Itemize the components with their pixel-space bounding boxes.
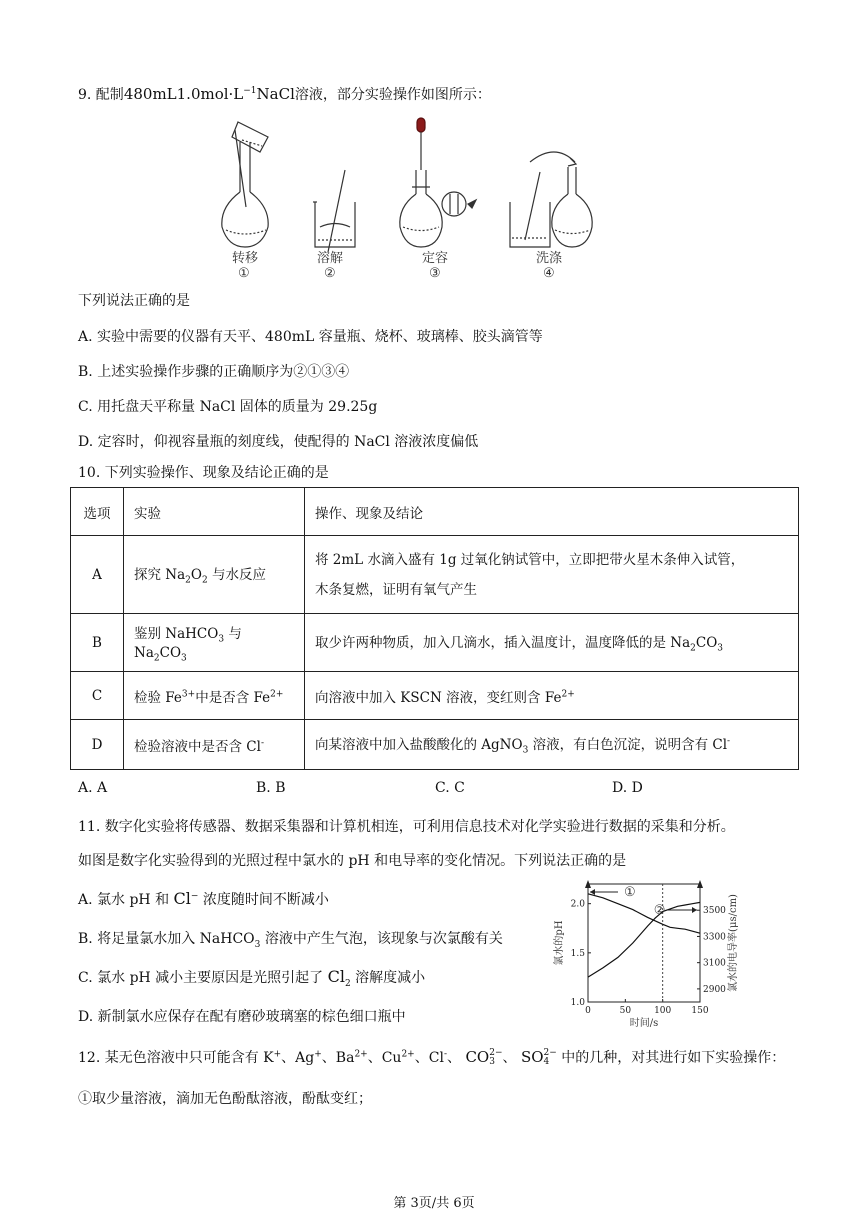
y-axis-right-label: 氯水的电导率(μs/cm) [728,894,739,992]
fig-num-1: ① [238,266,250,281]
y-left-tick-label: 1.5 [570,948,585,959]
q9-option-d[interactable]: D. 定容时，仰视容量瓶的刻度线，使配得的 NaCl 溶液浓度偏低 [78,434,479,450]
table-row [71,536,799,614]
q10-answer-d[interactable]: D. D [612,780,643,796]
chart-axes [571,880,727,1016]
row-operation: 取少许两种物质，加入几滴水，插入温度计，温度降低的是 $Na_2CO_3$ [305,614,799,672]
q11-stem-1: 11. 数字化实验将传感器、数据采集器和计算机相连，可利用信息技术对化学实验进行数据的采集和分析。 [78,819,735,835]
q9-formula: $480mL1.0mol\cdot L^{-1}NaCl$ [123,85,295,103]
q10-answer-c[interactable]: C. C [435,780,465,796]
table-row [71,672,799,720]
series-ph-line [588,894,700,933]
fig-label-1: 转移 [232,251,259,266]
q11-stem-2: 如图是数字化实验得到的光照过程中氯水的 pH 和电导率的变化情况。下列说法正确的是 [78,853,627,869]
x-tick-label: 50 [619,1006,632,1016]
q10-answer-b[interactable]: B. B [256,780,286,796]
q10-table [70,487,799,770]
row-operation: 将 2mL 水滴入盛有 1g 过氧化钠试管中，立即把带火星木条伸入试管， 木条复燃，证明有氧气产生 [305,536,799,614]
row-operation: 向某溶液中加入盐酸酸化的 AgNO$_3$ 溶液，有白色沉淀，说明含有 Cl- [305,720,799,770]
q11-option-d[interactable]: D. 新制氯水应保存在配有磨砂玻璃塞的棕色细口瓶中 [78,1009,406,1025]
q10-stem: 10. 下列实验操作、现象及结论正确的是 [78,465,329,481]
q11-option-c[interactable]: C. 氯水 pH 减小主要原因是光照引起了 $Cl_2$ 溶解度减小 [78,967,426,989]
chart-series [588,894,700,977]
y-right-tick-label: 2900 [703,984,726,995]
fig-num-4: ④ [543,266,555,281]
y-axis-left-label: 氯水的pH [554,920,565,966]
row-experiment: 鉴别 NaHCO$_3$ 与 $Na_2CO_3$ [124,614,305,672]
q9-option-c[interactable]: C. 用托盘天平称量 NaCl 固体的质量为 29.25g [78,399,378,415]
page-footer: 第 3页/共 6页 [393,1196,475,1211]
row-option: A [71,536,124,614]
header-operation: 操作、现象及结论 [305,488,799,536]
header-experiment: 实验 [124,488,305,536]
beaker-flask-wash-icon [510,152,592,247]
q9-apparatus-figure [210,112,610,282]
header-option: 选项 [71,488,124,536]
x-tick-label: 150 [691,1006,709,1016]
row-experiment: 检验溶液中是否含 Cl- [124,720,305,770]
q12-step-1: ①取少量溶液，滴加无色酚酞溶液，酚酞变红； [78,1091,372,1107]
fig-label-2: 溶解 [317,251,344,266]
x-tick-label: 100 [654,1006,672,1016]
y-right-tick-label: 3100 [703,958,726,969]
q11-ph-conductivity-chart [550,872,790,1032]
q10-answer-a[interactable]: A. A [78,780,108,796]
table-row [71,720,799,770]
annotation-2-arrowhead-icon [692,907,697,913]
q9-option-a[interactable]: A. 实验中需要的仪器有天平、480mL 容量瓶、烧杯、玻璃棒、胶头滴管等 [78,329,543,345]
x-tick-label: 0 [585,1006,591,1016]
y-right-tick-label: 3500 [703,906,726,917]
row-option: C [71,672,124,720]
table-header-row [71,488,799,536]
q9-option-b[interactable]: B. 上述实验操作步骤的正确顺序为②①③④ [78,364,350,380]
fig-label-4: 洗涤 [536,251,563,266]
row-experiment: 检验 $Fe^{3+}$中是否含 $Fe^{2+}$ [124,672,305,720]
flask-fix-volume-icon [400,118,476,247]
fig-num-3: ③ [429,266,441,281]
q9-stem: 9. 配制$480mL1.0mol\cdot L^{-1}NaCl$溶液，部分实验操作如图所示： [78,85,491,103]
q12-stem: 12. 某无色溶液中只可能含有 K+、Ag+、$Ba^{2+}$、$Cu^{2+}$、Cl-、 CO 2− 3 、 SO 2− 4 中的几种，对其进行如下实验操作： [78,1048,786,1067]
q11-option-b[interactable]: B. 将足量氯水加入 NaHCO$_3$ 溶液中产生气泡，该现象与次氯酸有关 [78,931,503,950]
row-experiment: 探究 $Na_2O_2$ 与水反应 [124,536,305,614]
plot-frame [588,884,700,1002]
flask-transfer-icon [222,122,268,247]
table-row [71,614,799,672]
row-option: D [71,720,124,770]
x-axis-label: 时间/s [629,1018,659,1029]
fig-num-2: ② [324,266,336,281]
annotation-1: ① [624,885,636,900]
fig-label-3: 定容 [422,251,449,266]
q11-option-a[interactable]: A. 氯水 pH 和 Cl− 浓度随时间不断减小 [78,889,329,908]
y-left-tick-label: 1.0 [570,998,585,1008]
annotation-2: ② [653,903,666,918]
series-conductivity-line [588,902,700,977]
row-option: B [71,614,124,672]
beaker-dissolve-icon [313,170,355,252]
row-operation: 向溶液中加入 KSCN 溶液，变红则含 $Fe^{2+}$ [305,672,799,720]
y-right-tick-label: 3300 [703,932,726,943]
q9-question: 下列说法正确的是 [78,293,190,309]
y-left-tick-label: 2.0 [570,899,585,910]
